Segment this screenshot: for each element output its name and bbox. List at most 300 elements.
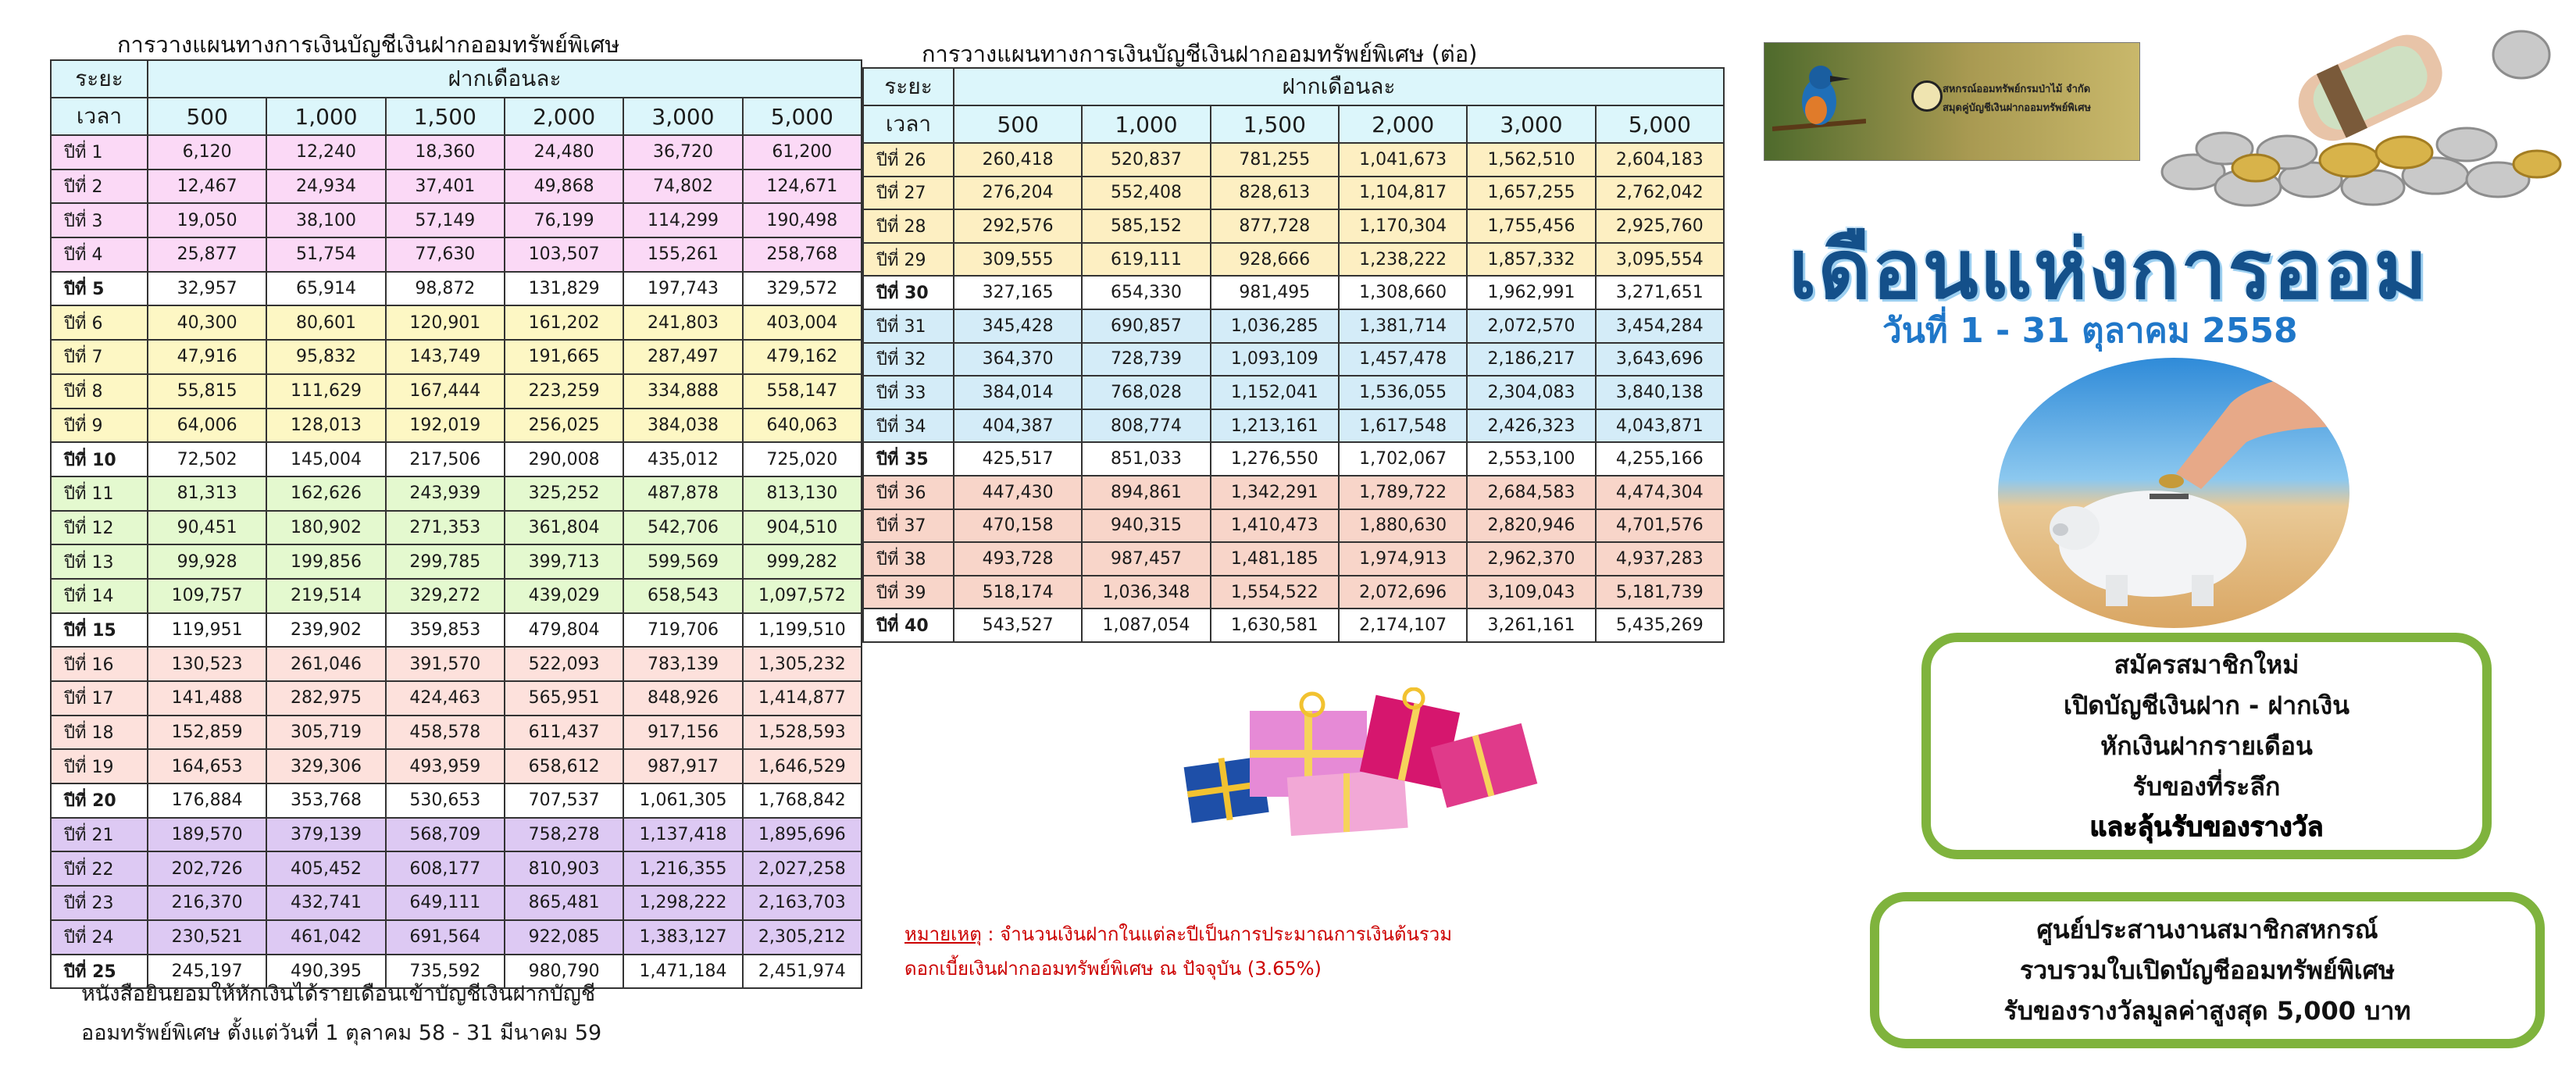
value-cell: 1,216,355: [623, 851, 742, 886]
table-row: [863, 542, 1724, 576]
amount-header: 5,000: [1596, 105, 1724, 143]
value-cell: 2,305,212: [743, 920, 862, 955]
value-cell: 1,857,332: [1467, 243, 1595, 277]
value-cell: 38,100: [266, 203, 385, 237]
value-cell: 735,592: [386, 955, 505, 989]
value-cell: 216,370: [148, 886, 266, 920]
value-cell: 353,768: [266, 783, 385, 818]
value-cell: 190,498: [743, 203, 862, 237]
value-cell: 1,789,722: [1339, 476, 1467, 509]
remark-line-2: ดอกเบี้ยเงินฝากออมทรัพย์พิเศษ ณ ปัจจุบัน (3.65%): [904, 958, 1322, 980]
value-cell: 728,739: [1082, 343, 1210, 377]
value-cell: 145,004: [266, 442, 385, 476]
value-cell: 4,701,576: [1596, 509, 1724, 543]
piggy-bank-photo: [1996, 356, 2351, 630]
value-cell: 1,104,817: [1339, 177, 1467, 210]
value-cell: 329,572: [743, 272, 862, 306]
table-row: [51, 920, 862, 955]
value-cell: 12,240: [266, 135, 385, 170]
value-cell: 130,523: [148, 647, 266, 681]
value-cell: 37,401: [386, 170, 505, 204]
value-cell: 877,728: [1211, 209, 1339, 243]
year-cell: ปีที่ 10: [51, 442, 148, 476]
value-cell: 364,370: [954, 343, 1082, 377]
table-row: [51, 716, 862, 750]
value-cell: 361,804: [505, 511, 623, 545]
period-header-bottom: เวลา: [863, 105, 954, 143]
value-cell: 120,901: [386, 305, 505, 340]
value-cell: 19,050: [148, 203, 266, 237]
value-cell: 167,444: [386, 374, 505, 409]
value-cell: 808,774: [1082, 409, 1210, 443]
year-cell: ปีที่ 23: [51, 886, 148, 920]
table-row: [51, 783, 862, 818]
year-cell: ปีที่ 24: [51, 920, 148, 955]
value-cell: 55,815: [148, 374, 266, 409]
amount-header: 500: [148, 98, 266, 135]
value-cell: 6,120: [148, 135, 266, 170]
value-cell: 40,300: [148, 305, 266, 340]
value-cell: 4,474,304: [1596, 476, 1724, 509]
value-cell: 290,008: [505, 442, 623, 476]
value-cell: 2,684,583: [1467, 476, 1595, 509]
year-cell: ปีที่ 31: [863, 309, 954, 343]
table-row: [863, 576, 1724, 609]
value-cell: 894,861: [1082, 476, 1210, 509]
table-row: [51, 272, 862, 306]
value-cell: 98,872: [386, 272, 505, 306]
value-cell: 781,255: [1211, 143, 1339, 177]
value-cell: 719,706: [623, 613, 742, 648]
value-cell: 49,868: [505, 170, 623, 204]
year-cell: ปีที่ 16: [51, 647, 148, 681]
year-cell: ปีที่ 18: [51, 716, 148, 750]
value-cell: 2,072,570: [1467, 309, 1595, 343]
value-cell: 287,497: [623, 340, 742, 374]
value-cell: 4,937,283: [1596, 542, 1724, 576]
value-cell: 1,342,291: [1211, 476, 1339, 509]
year-cell: ปีที่ 32: [863, 343, 954, 377]
deposit-header: ฝากเดือนละ: [148, 60, 862, 98]
value-cell: 359,853: [386, 613, 505, 648]
year-cell: ปีที่ 38: [863, 542, 954, 576]
value-cell: 1,383,127: [623, 920, 742, 955]
value-cell: 2,762,042: [1596, 177, 1724, 210]
value-cell: 619,111: [1082, 243, 1210, 277]
value-cell: 152,859: [148, 716, 266, 750]
year-cell: ปีที่ 5: [51, 272, 148, 306]
value-cell: 3,271,651: [1596, 276, 1724, 309]
value-cell: 435,012: [623, 442, 742, 476]
year-cell: ปีที่ 17: [51, 681, 148, 716]
value-cell: 1,041,673: [1339, 143, 1467, 177]
value-cell: 1,630,581: [1211, 609, 1339, 642]
table-row: [51, 170, 862, 204]
value-cell: 479,162: [743, 340, 862, 374]
banner-line-1: สหกรณ์ออมทรัพย์กรมป่าไม้ จำกัด: [1943, 84, 2091, 95]
deposit-header: ฝากเดือนละ: [954, 68, 1724, 105]
value-cell: 77,630: [386, 237, 505, 272]
table-row: [863, 609, 1724, 642]
value-cell: 141,488: [148, 681, 266, 716]
value-cell: 439,029: [505, 579, 623, 613]
table-row: [51, 851, 862, 886]
value-cell: 813,130: [743, 476, 862, 511]
table-row: [51, 886, 862, 920]
value-cell: 922,085: [505, 920, 623, 955]
table-row: [51, 237, 862, 272]
value-cell: 658,612: [505, 749, 623, 783]
banner-line-2: สมุดคู่บัญชีเงินฝากออมทรัพย์พิเศษ: [1943, 102, 2092, 114]
value-cell: 1,471,184: [623, 955, 742, 989]
center-line: ศูนย์ประสานงานสมาชิกสหกรณ์: [2036, 915, 2378, 944]
value-cell: 329,306: [266, 749, 385, 783]
value-cell: 917,156: [623, 716, 742, 750]
value-cell: 1,457,478: [1339, 343, 1467, 377]
value-cell: 3,109,043: [1467, 576, 1595, 609]
value-cell: 128,013: [266, 409, 385, 443]
value-cell: 783,139: [623, 647, 742, 681]
value-cell: 940,315: [1082, 509, 1210, 543]
value-cell: 189,570: [148, 818, 266, 852]
remark-line-1: [904, 919, 1452, 949]
value-cell: 828,613: [1211, 177, 1339, 210]
table-row: [863, 442, 1724, 476]
value-cell: 217,506: [386, 442, 505, 476]
value-cell: 76,199: [505, 203, 623, 237]
value-cell: 2,553,100: [1467, 442, 1595, 476]
amount-header: 3,000: [1467, 105, 1595, 143]
value-cell: 24,934: [266, 170, 385, 204]
value-cell: 2,426,323: [1467, 409, 1595, 443]
value-cell: 32,957: [148, 272, 266, 306]
value-cell: 391,570: [386, 647, 505, 681]
value-cell: 599,569: [623, 544, 742, 579]
value-cell: 848,926: [623, 681, 742, 716]
table-row: [51, 749, 862, 783]
value-cell: 143,749: [386, 340, 505, 374]
value-cell: 1,152,041: [1211, 376, 1339, 409]
value-cell: 999,282: [743, 544, 862, 579]
value-cell: 2,451,974: [743, 955, 862, 989]
value-cell: 80,601: [266, 305, 385, 340]
value-cell: 493,728: [954, 542, 1082, 576]
value-cell: 2,163,703: [743, 886, 862, 920]
value-cell: 1,617,548: [1339, 409, 1467, 443]
value-cell: 162,626: [266, 476, 385, 511]
amount-header: 1,500: [386, 98, 505, 135]
value-cell: 164,653: [148, 749, 266, 783]
value-cell: 654,330: [1082, 276, 1210, 309]
value-cell: 99,928: [148, 544, 266, 579]
amount-header: 3,000: [623, 98, 742, 135]
value-cell: 199,856: [266, 544, 385, 579]
value-cell: 608,177: [386, 851, 505, 886]
value-cell: 1,276,550: [1211, 442, 1339, 476]
promo-line-highlight: และลุ้นรับของรางวัล: [2089, 812, 2324, 843]
table-row: [51, 135, 862, 170]
value-cell: 980,790: [505, 955, 623, 989]
value-cell: 405,452: [266, 851, 385, 886]
consent-note-line-1: หนังสือยินยอมให้หักเงินได้รายเดือนเข้าบัญชีเงินฝากบัญชี: [81, 982, 596, 1006]
value-cell: 1,308,660: [1339, 276, 1467, 309]
center-line: รับของรางวัลมูลค่าสูงสุด 5,000 บาท: [2003, 996, 2411, 1026]
value-cell: 3,095,554: [1596, 243, 1724, 277]
value-cell: 904,510: [743, 511, 862, 545]
value-cell: 5,181,739: [1596, 576, 1724, 609]
table-row: [51, 340, 862, 374]
year-cell: ปีที่ 6: [51, 305, 148, 340]
period-header-top: ระยะ: [51, 60, 148, 98]
value-cell: 271,353: [386, 511, 505, 545]
promo-box: [1921, 633, 2492, 859]
value-cell: 2,925,760: [1596, 209, 1724, 243]
left-table-title: การวางแผนทางการเงินบัญชีเงินฝากออมทรัพย์พิเศษ: [117, 31, 620, 58]
value-cell: 1,410,473: [1211, 509, 1339, 543]
value-cell: 219,514: [266, 579, 385, 613]
value-cell: 1,657,255: [1467, 177, 1595, 210]
value-cell: 192,019: [386, 409, 505, 443]
value-cell: 1,481,185: [1211, 542, 1339, 576]
value-cell: 90,451: [148, 511, 266, 545]
value-cell: 658,543: [623, 579, 742, 613]
value-cell: 1,238,222: [1339, 243, 1467, 277]
table-row: [863, 376, 1724, 409]
table-row: [51, 818, 862, 852]
value-cell: 384,014: [954, 376, 1082, 409]
year-cell: ปีที่ 30: [863, 276, 954, 309]
value-cell: 197,743: [623, 272, 742, 306]
value-cell: 329,272: [386, 579, 505, 613]
value-cell: 309,555: [954, 243, 1082, 277]
table-row: [51, 409, 862, 443]
value-cell: 424,463: [386, 681, 505, 716]
value-cell: 111,629: [266, 374, 385, 409]
value-cell: 487,878: [623, 476, 742, 511]
value-cell: 865,481: [505, 886, 623, 920]
value-cell: 522,093: [505, 647, 623, 681]
value-cell: 1,536,055: [1339, 376, 1467, 409]
year-cell: ปีที่ 39: [863, 576, 954, 609]
year-cell: ปีที่ 26: [863, 143, 954, 177]
year-cell: ปีที่ 1: [51, 135, 148, 170]
value-cell: 987,917: [623, 749, 742, 783]
value-cell: 124,671: [743, 170, 862, 204]
table-row: [863, 343, 1724, 377]
table-row: [51, 579, 862, 613]
value-cell: 131,829: [505, 272, 623, 306]
value-cell: 768,028: [1082, 376, 1210, 409]
year-cell: ปีที่ 40: [863, 609, 954, 642]
value-cell: 2,027,258: [743, 851, 862, 886]
value-cell: 691,564: [386, 920, 505, 955]
value-cell: 810,903: [505, 851, 623, 886]
value-cell: 223,259: [505, 374, 623, 409]
value-cell: 325,252: [505, 476, 623, 511]
year-cell: ปีที่ 22: [51, 851, 148, 886]
value-cell: 72,502: [148, 442, 266, 476]
value-cell: 119,951: [148, 613, 266, 648]
year-cell: ปีที่ 28: [863, 209, 954, 243]
amount-header: 2,000: [505, 98, 623, 135]
value-cell: 981,495: [1211, 276, 1339, 309]
value-cell: 24,480: [505, 135, 623, 170]
year-cell: ปีที่ 36: [863, 476, 954, 509]
table-row: [863, 409, 1724, 443]
value-cell: 1,768,842: [743, 783, 862, 818]
value-cell: 1,036,348: [1082, 576, 1210, 609]
value-cell: 61,200: [743, 135, 862, 170]
table-row: [863, 509, 1724, 543]
value-cell: 518,174: [954, 576, 1082, 609]
value-cell: 565,951: [505, 681, 623, 716]
value-cell: 1,895,696: [743, 818, 862, 852]
period-header-top: ระยะ: [863, 68, 954, 105]
table-row: [51, 647, 862, 681]
value-cell: 345,428: [954, 309, 1082, 343]
value-cell: 292,576: [954, 209, 1082, 243]
value-cell: 2,174,107: [1339, 609, 1467, 642]
year-cell: ปีที่ 15: [51, 613, 148, 648]
value-cell: 2,304,083: [1467, 376, 1595, 409]
table-row: [51, 203, 862, 237]
value-cell: 18,360: [386, 135, 505, 170]
value-cell: 403,004: [743, 305, 862, 340]
value-cell: 239,902: [266, 613, 385, 648]
coins-money-image: [2131, 23, 2568, 211]
value-cell: 470,158: [954, 509, 1082, 543]
year-cell: ปีที่ 14: [51, 579, 148, 613]
value-cell: 493,959: [386, 749, 505, 783]
value-cell: 490,395: [266, 955, 385, 989]
value-cell: 851,033: [1082, 442, 1210, 476]
year-cell: ปีที่ 34: [863, 409, 954, 443]
amount-header: 1,000: [266, 98, 385, 135]
year-cell: ปีที่ 33: [863, 376, 954, 409]
value-cell: 64,006: [148, 409, 266, 443]
value-cell: 520,837: [1082, 143, 1210, 177]
value-cell: 1,702,067: [1339, 442, 1467, 476]
value-cell: 155,261: [623, 237, 742, 272]
year-cell: ปีที่ 29: [863, 243, 954, 277]
value-cell: 51,754: [266, 237, 385, 272]
value-cell: 1,170,304: [1339, 209, 1467, 243]
value-cell: 176,884: [148, 783, 266, 818]
value-cell: 558,147: [743, 374, 862, 409]
year-cell: ปีที่ 21: [51, 818, 148, 852]
table-row: [51, 476, 862, 511]
year-cell: ปีที่ 37: [863, 509, 954, 543]
value-cell: 379,139: [266, 818, 385, 852]
gift-boxes-image: [1179, 687, 1547, 836]
remark-label: หมายเหตุ: [904, 923, 982, 945]
coordination-center-box: [1870, 892, 2545, 1048]
value-cell: 707,537: [505, 783, 623, 818]
value-cell: 1,137,418: [623, 818, 742, 852]
value-cell: 987,457: [1082, 542, 1210, 576]
value-cell: 191,665: [505, 340, 623, 374]
value-cell: 161,202: [505, 305, 623, 340]
value-cell: 2,186,217: [1467, 343, 1595, 377]
value-cell: 725,020: [743, 442, 862, 476]
value-cell: 25,877: [148, 237, 266, 272]
value-cell: 399,713: [505, 544, 623, 579]
table-row: [863, 209, 1724, 243]
value-cell: 65,914: [266, 272, 385, 306]
table-row: [863, 243, 1724, 277]
value-cell: 690,857: [1082, 309, 1210, 343]
table-row: [863, 476, 1724, 509]
value-cell: 1,213,161: [1211, 409, 1339, 443]
year-cell: ปีที่ 12: [51, 511, 148, 545]
coop-seal-icon: [1911, 80, 1943, 112]
value-cell: 3,261,161: [1467, 609, 1595, 642]
amount-header: 5,000: [743, 98, 862, 135]
value-cell: 258,768: [743, 237, 862, 272]
table-row: [51, 511, 862, 545]
table-row: [51, 544, 862, 579]
value-cell: 1,305,232: [743, 647, 862, 681]
value-cell: 4,043,871: [1596, 409, 1724, 443]
value-cell: 81,313: [148, 476, 266, 511]
value-cell: 543,527: [954, 609, 1082, 642]
value-cell: 243,939: [386, 476, 505, 511]
promo-line: สมัครสมาชิกใหม่: [2114, 650, 2299, 680]
value-cell: 1,061,305: [623, 783, 742, 818]
value-cell: 2,962,370: [1467, 542, 1595, 576]
value-cell: 640,063: [743, 409, 862, 443]
consent-note-line-2: ออมทรัพย์พิเศษ ตั้งแต่วันที่ 1 ตุลาคม 58 - 31 มีนาคม 59: [81, 1021, 602, 1045]
value-cell: 928,666: [1211, 243, 1339, 277]
year-cell: ปีที่ 4: [51, 237, 148, 272]
value-cell: 299,785: [386, 544, 505, 579]
year-cell: ปีที่ 7: [51, 340, 148, 374]
value-cell: 47,916: [148, 340, 266, 374]
value-cell: 425,517: [954, 442, 1082, 476]
value-cell: 12,467: [148, 170, 266, 204]
table-row: [863, 276, 1724, 309]
year-cell: ปีที่ 8: [51, 374, 148, 409]
value-cell: 461,042: [266, 920, 385, 955]
headline-date: วันที่ 1 - 31 ตุลาคม 2558: [1882, 311, 2298, 351]
value-cell: 3,454,284: [1596, 309, 1724, 343]
headline-title: เดือนแห่งการออม: [1789, 222, 2429, 317]
value-cell: 1,298,222: [623, 886, 742, 920]
table-row: [51, 442, 862, 476]
right-table-title: การวางแผนทางการเงินบัญชีเงินฝากออมทรัพย์พิเศษ (ต่อ): [922, 41, 1478, 67]
value-cell: 103,507: [505, 237, 623, 272]
value-cell: 2,072,696: [1339, 576, 1467, 609]
value-cell: 649,111: [386, 886, 505, 920]
amount-header: 1,000: [1082, 105, 1210, 143]
value-cell: 530,653: [386, 783, 505, 818]
center-line: รวบรวมใบเปิดบัญชีออมทรัพย์พิเศษ: [2019, 955, 2396, 985]
value-cell: 180,902: [266, 511, 385, 545]
value-cell: 3,643,696: [1596, 343, 1724, 377]
left-savings-table: [50, 59, 862, 989]
value-cell: 305,719: [266, 716, 385, 750]
table-row: [863, 143, 1724, 177]
table-row: [51, 305, 862, 340]
value-cell: 260,418: [954, 143, 1082, 177]
value-cell: 1,036,285: [1211, 309, 1339, 343]
value-cell: 282,975: [266, 681, 385, 716]
value-cell: 758,278: [505, 818, 623, 852]
value-cell: 1,880,630: [1339, 509, 1467, 543]
table-row: [51, 681, 862, 716]
value-cell: 1,974,913: [1339, 542, 1467, 576]
year-cell: ปีที่ 9: [51, 409, 148, 443]
